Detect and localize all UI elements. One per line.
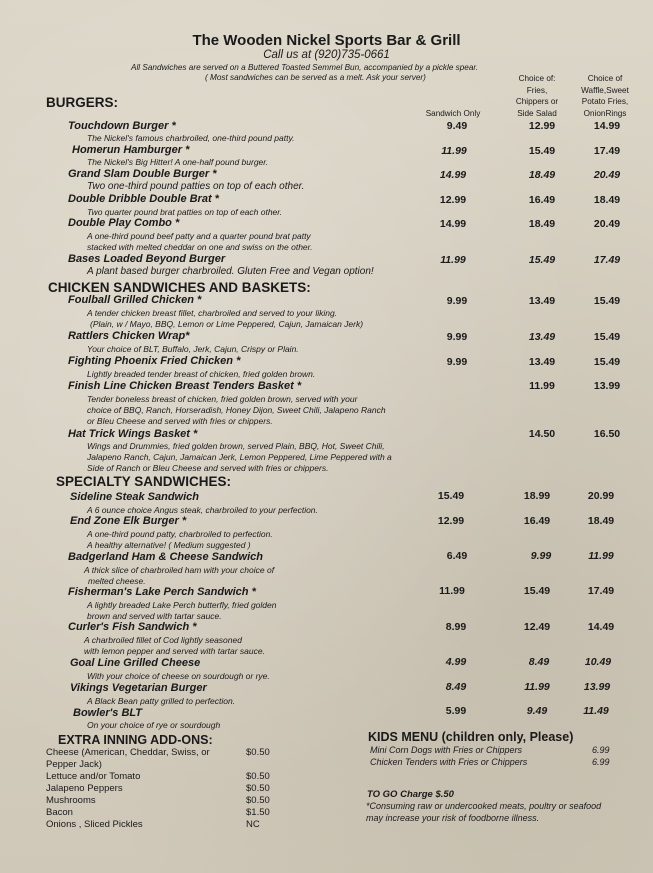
addon-label: Bacon — [46, 807, 73, 818]
menu-item-desc: choice of BBQ, Ranch, Horseradish, Honey Dijon, Sweet Chili, Jalapeno Ranch — [87, 405, 386, 415]
phone-line: Call us at (920)735-0661 — [263, 49, 390, 61]
menu-item-name: Curler's Fish Sandwich * — [68, 621, 197, 633]
price-waffle: 14.49 — [587, 621, 615, 633]
price-fries: 9.99 — [530, 550, 552, 562]
price-waffle: 17.49 — [593, 145, 621, 157]
consumer-warning: *Consuming raw or undercooked meats, poultry or seafood — [366, 801, 602, 811]
menu-item-name: Goal Line Grilled Cheese — [70, 657, 201, 669]
menu-item-desc: Your choice of BLT, Buffalo, Jerk, Cajun, Crispy or Plain. — [87, 344, 299, 354]
to-go-charge: TO GO Charge $.50 — [367, 789, 454, 800]
column-header-text: Fries, — [526, 85, 548, 95]
price-waffle: 17.49 — [587, 585, 615, 597]
price-sandwich-only: 8.99 — [445, 621, 467, 633]
price-fries: 11.99 — [529, 380, 555, 392]
addon-price: $0.50 — [246, 795, 270, 806]
kids-item: Chicken Tenders with Fries or Chippers — [370, 757, 528, 767]
addon-price: NC — [246, 819, 260, 830]
menu-item-name: Foulball Grilled Chicken * — [68, 294, 202, 306]
menu-item-desc: With your choice of cheese on sourdough or rye. — [87, 671, 270, 681]
addon-label: Cheese (American, Cheddar, Swiss, or — [46, 747, 210, 758]
kids-item: Mini Corn Dogs with Fries or Chippers — [370, 745, 523, 755]
menu-item-name: Vikings Vegetarian Burger — [70, 682, 207, 694]
menu-item-name: Hat Trick Wings Basket * — [68, 428, 198, 440]
addon-price: $0.50 — [246, 747, 270, 758]
price-sandwich-only: 12.99 — [439, 194, 467, 206]
price-fries: 12.49 — [523, 621, 551, 633]
menu-item-name: End Zone Elk Burger * — [70, 515, 187, 527]
column-header-sandwich-only: Sandwich Only — [425, 109, 481, 118]
menu-item-desc: stacked with melted cheddar on one and swiss on the other. — [87, 242, 313, 252]
column-header-text: OnionRings — [583, 108, 627, 118]
menu-item-desc: A one-third pound beef patty and a quarter pound brat patty — [87, 231, 311, 241]
menu-item-name: Fisherman's Lake Perch Sandwich * — [68, 586, 256, 598]
column-header-text: Choice of: — [518, 74, 556, 83]
addon-label: Jalapeno Peppers — [46, 783, 123, 794]
price-fries: 15.49 — [528, 254, 556, 266]
menu-item-name: Touchdown Burger * — [68, 120, 176, 132]
menu-item-desc: A thick slice of charbroiled ham with your choice of — [84, 565, 275, 575]
menu-item-desc: Two one-third pound patties on top of each other. — [87, 181, 305, 192]
column-header-waffle — [568, 73, 642, 119]
addon-price: $0.50 — [246, 771, 270, 782]
menu-item-desc: Wings and Drummies, fried golden brown, served Plain, BBQ, Hot, Sweet Chili, — [87, 441, 385, 451]
column-header-text: Waffle,Sweet — [581, 85, 629, 95]
price-waffle: 20.49 — [593, 169, 621, 181]
section-specialty: SPECIALTY SANDWICHES: — [56, 474, 232, 489]
menu-item-name: Badgerland Ham & Cheese Sandwich — [68, 551, 263, 563]
kids-price: 6.99 — [592, 757, 610, 767]
price-sandwich-only: 9.99 — [446, 295, 468, 307]
serving-note: All Sandwiches are served on a Buttered Toasted Semmel Bun, accompanied by a pickle spear. — [131, 63, 479, 72]
menu-item-name: Double Dribble Double Brat * — [68, 193, 219, 205]
price-fries: 15.49 — [528, 145, 556, 157]
menu-item-name: Grand Slam Double Burger * — [68, 168, 217, 180]
column-header-text: Side Salad — [517, 108, 557, 118]
menu-item-desc: Lightly breaded tender breast of chicken, fried golden brown. — [87, 369, 316, 379]
section-chicken: CHICKEN SANDWICHES AND BASKETS: — [48, 280, 311, 295]
price-waffle: 15.49 — [593, 295, 621, 307]
menu-item-desc: brown and served with tartar sauce. — [87, 611, 222, 621]
price-waffle: 16.50 — [593, 428, 621, 440]
menu-item-name: Rattlers Chicken Wrap* — [68, 330, 190, 342]
column-header-text: Chippers or — [515, 97, 559, 106]
melt-note: ( Most sandwiches can be served as a melt. Ask your server) — [205, 73, 426, 82]
price-fries: 15.49 — [523, 585, 551, 597]
column-header-text: Choice of — [587, 74, 623, 83]
price-fries: 16.49 — [523, 515, 551, 527]
menu-item-desc: A 6 ounce choice Angus steak, charbroiled to your perfection. — [87, 505, 318, 515]
price-fries: 16.49 — [528, 194, 556, 206]
menu-item-name: Homerun Hamburger * — [72, 144, 190, 156]
price-sandwich-only: 11.99 — [441, 145, 467, 157]
price-sandwich-only: 14.99 — [439, 169, 467, 181]
menu-item-name: Double Play Combo * — [68, 217, 180, 229]
menu-item-desc: melted cheese. — [88, 576, 146, 586]
price-waffle: 20.99 — [587, 490, 615, 502]
menu-item-desc: A one-third pound patty, charbroiled to perfection. — [87, 529, 273, 539]
addons-title: EXTRA INNING ADD-ONS: — [58, 733, 213, 747]
menu-item-desc: A charbroiled fillet of Cod lightly seasoned — [84, 635, 242, 645]
price-sandwich-only: 11.99 — [439, 585, 465, 597]
price-fries: 12.99 — [528, 120, 556, 132]
page-title: The Wooden Nickel Sports Bar & Grill — [192, 32, 461, 49]
menu-item-desc: Jalapeno Ranch, Cajun, Jamaican Jerk, Lemon Peppered, Lime Peppered with a — [87, 452, 392, 462]
addon-label: Onions , Sliced Pickles — [46, 819, 143, 830]
kids-price: 6.99 — [592, 745, 610, 755]
price-fries: 18.99 — [523, 490, 551, 502]
menu-item-desc: A plant based burger charbroiled. Gluten Free and Vegan option! — [87, 266, 374, 277]
price-waffle: 11.49 — [583, 705, 609, 717]
price-waffle: 13.99 — [583, 681, 611, 693]
price-waffle: 20.49 — [593, 218, 621, 230]
menu-item-desc: The Nickel's Big Hitter! A one-half pound burger. — [87, 157, 269, 167]
menu-item-name: Bowler's BLT — [73, 707, 143, 719]
price-sandwich-only: 11.99 — [440, 254, 466, 266]
price-sandwich-only: 12.99 — [437, 515, 465, 527]
menu-item-desc: A Black Bean patty grilled to perfection. — [87, 696, 236, 706]
menu-item-desc: Side of Ranch or Bleu Cheese and served with fries or chippers. — [87, 463, 329, 473]
addon-label: Mushrooms — [46, 795, 96, 806]
price-sandwich-only: 15.49 — [437, 490, 465, 502]
menu-item-desc: or Bleu Cheese and served with fries or chippers. — [87, 416, 273, 426]
menu-item-desc: with lemon pepper and served with tartar sauce. — [84, 646, 265, 656]
consumer-warning: may increase your risk of foodborne illness. — [366, 813, 540, 823]
price-fries: 13.49 — [528, 356, 556, 368]
menu-item-desc: A tender chicken breast fillet, charbroiled and served to your liking. — [87, 308, 338, 318]
price-sandwich-only: 9.49 — [446, 120, 468, 132]
price-fries: 9.49 — [526, 705, 548, 717]
column-header-text: Potato Fries, — [581, 97, 629, 106]
menu-item-name: Fighting Phoenix Fried Chicken * — [68, 355, 241, 367]
addon-price: $0.50 — [246, 783, 270, 794]
price-sandwich-only: 6.49 — [446, 550, 468, 562]
price-waffle: 15.49 — [593, 356, 621, 368]
price-fries: 18.49 — [528, 169, 556, 181]
menu-item-desc: (Plain, w / Mayo, BBQ, Lemon or Lime Peppered, Cajun, Jamaican Jerk) — [90, 319, 364, 329]
price-waffle: 15.49 — [593, 331, 621, 343]
price-waffle: 18.49 — [587, 515, 615, 527]
menu-item-desc: A lightly breaded Lake Perch butterfly, fried golden — [87, 600, 277, 610]
price-sandwich-only: 14.99 — [439, 218, 467, 230]
price-waffle: 14.99 — [593, 120, 621, 132]
price-sandwich-only: 5.99 — [445, 705, 467, 717]
price-fries: 14.50 — [528, 428, 556, 440]
menu-item-name: Finish Line Chicken Breast Tenders Basket * — [68, 380, 302, 392]
price-fries: 13.49 — [528, 295, 556, 307]
menu-item-desc: A healthy alternative! ( Medium suggested ) — [87, 540, 251, 550]
menu-item-name: Sideline Steak Sandwich — [70, 491, 199, 503]
kids-menu-title: KIDS MENU (children only, Please) — [368, 730, 574, 744]
price-waffle: 11.99 — [588, 550, 614, 562]
addon-price: $1.50 — [246, 807, 270, 818]
price-fries: 13.49 — [528, 331, 556, 343]
price-sandwich-only: 8.49 — [445, 681, 467, 693]
price-sandwich-only: 9.99 — [446, 356, 468, 368]
menu-item-desc: Two quarter pound brat patties on top of each other. — [87, 207, 283, 217]
price-waffle: 10.49 — [584, 656, 612, 668]
menu-item-name: Bases Loaded Beyond Burger — [68, 253, 226, 265]
addon-label: Lettuce and/or Tomato — [46, 771, 141, 782]
menu-item-desc: The Nickel's famous charbroiled, one-third pound patty. — [87, 133, 295, 143]
addon-label: Pepper Jack) — [46, 759, 102, 770]
price-waffle: 17.49 — [593, 254, 621, 266]
price-fries: 8.49 — [528, 656, 550, 668]
price-fries: 11.99 — [524, 681, 550, 693]
price-sandwich-only: 9.99 — [446, 331, 468, 343]
price-waffle: 13.99 — [593, 380, 621, 392]
price-fries: 18.49 — [528, 218, 556, 230]
section-burgers: BURGERS: — [46, 95, 119, 110]
menu-item-desc: On your choice of rye or sourdough — [87, 720, 221, 730]
menu-item-desc: Tender boneless breast of chicken, fried golden brown, served with your — [87, 394, 358, 404]
price-sandwich-only: 4.99 — [445, 656, 467, 668]
price-waffle: 18.49 — [593, 194, 621, 206]
column-header-fries — [502, 73, 572, 119]
